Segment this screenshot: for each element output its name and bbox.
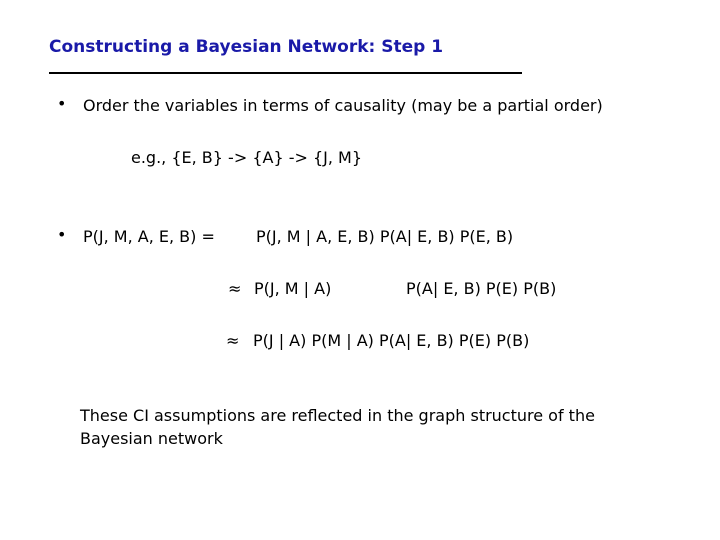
approx1-term-jm-given-a: P(J, M | A) <box>254 279 332 298</box>
slide-title: Constructing a Bayesian Network: Step 1 <box>49 37 444 57</box>
approx-symbol-2: ≈ <box>226 331 240 350</box>
chain-rule-rhs: P(J, M | A, E, B) P(A| E, B) P(E, B) <box>256 227 514 246</box>
bullet-marker-2: • <box>57 225 67 244</box>
title-underline <box>49 72 522 74</box>
bullet-marker-1: • <box>57 94 67 113</box>
example-ordering: e.g., {E, B} -> {A} -> {J, M} <box>131 148 363 167</box>
approx1-term-rest: P(A| E, B) P(E) P(B) <box>406 279 557 298</box>
bullet-text-causality: Order the variables in terms of causality (may be a partial order) <box>83 96 603 115</box>
approx2-factorization: P(J | A) P(M | A) P(A| E, B) P(E) P(B) <box>253 331 530 350</box>
approx-symbol-1: ≈ <box>228 279 242 298</box>
note-line-1: These CI assumptions are reflected in the graph structure of the <box>80 406 595 425</box>
note-line-2: Bayesian network <box>80 429 223 448</box>
joint-probability-lhs: P(J, M, A, E, B) = <box>83 227 215 246</box>
